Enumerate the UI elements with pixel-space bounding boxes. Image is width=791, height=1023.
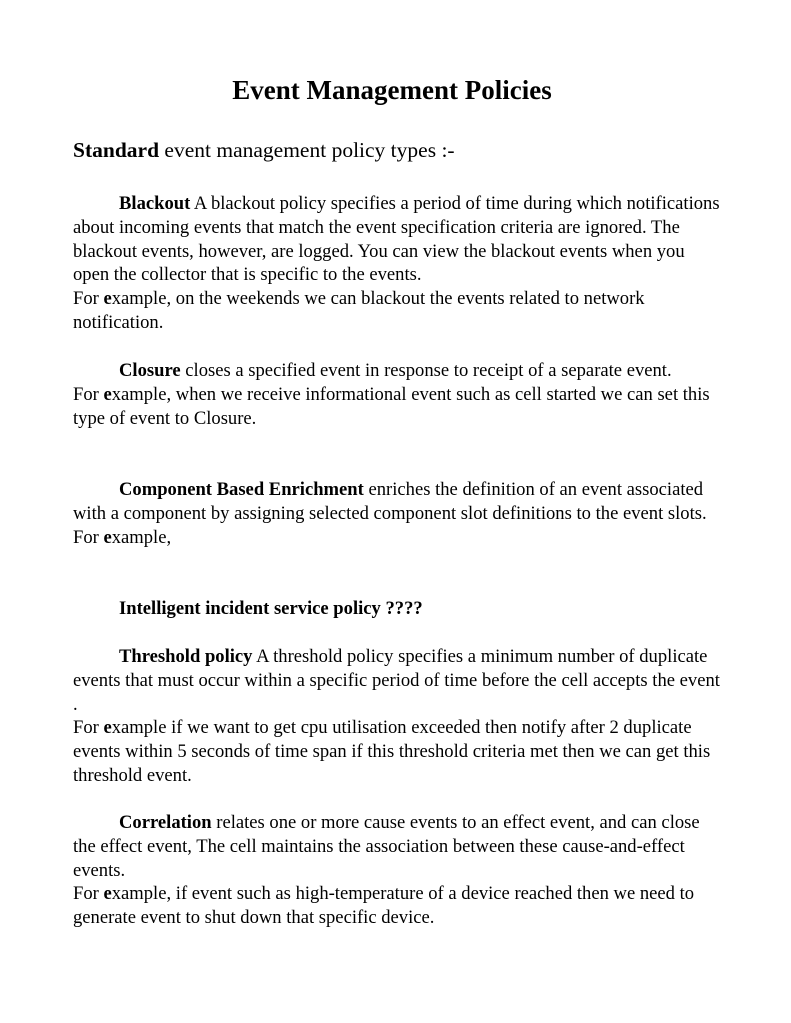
- policy-text: enriches the definition of an event associated with a component by assigning selected component slot definitions to the event slots.: [73, 479, 707, 524]
- policy-text: closes a specified event in response to receipt of a separate event.: [180, 360, 672, 381]
- example-letter: e: [103, 383, 112, 405]
- policy-example: [73, 383, 723, 431]
- policy-component-enrichment: [73, 478, 723, 549]
- policy-blackout: [73, 192, 723, 335]
- example-letter: e: [103, 883, 112, 905]
- example-text: xample, if event such as high-temperature of a device reached then we need to generate event to shut down that specific device.: [73, 883, 695, 929]
- policy-description: [73, 811, 723, 882]
- policy-closure: [73, 359, 723, 430]
- policy-text: A threshold policy specifies a minimum number of duplicate events that must occur within a specific period of time before the cell accepts the event .: [73, 646, 720, 715]
- example-text: xample if we want to get cpu utilisation exceeded then notify after 2 duplicate events within 5 seconds of time span if this threshold criteria met then we can get this threshold event.: [73, 717, 711, 786]
- example-prefix: For: [73, 526, 104, 548]
- policy-term: Correlation: [119, 812, 212, 833]
- policy-description: [73, 597, 723, 621]
- policy-term: Threshold policy: [119, 646, 253, 667]
- example-prefix: For: [73, 383, 104, 405]
- policy-intelligent-incident: [73, 597, 723, 621]
- example-text: xample, when we receive informational event such as cell started we can set this type of event to Closure.: [73, 383, 710, 429]
- policy-term: Closure: [119, 360, 181, 381]
- policy-example: [73, 716, 723, 787]
- heading-bold-word: Standard: [73, 138, 160, 162]
- policy-term: Component Based Enrichment: [119, 479, 364, 500]
- policy-description: [73, 359, 723, 383]
- policy-term: Blackout: [119, 193, 191, 214]
- policy-description: [73, 192, 723, 287]
- section-heading: [73, 136, 455, 164]
- policy-term: Intelligent incident service policy ????: [119, 598, 423, 619]
- policy-text: relates one or more cause events to an effect event, and can close the effect event, The cell maintains the association between these cause-and-effect events.: [73, 812, 700, 881]
- example-prefix: For: [73, 288, 104, 310]
- example-prefix: For: [73, 883, 104, 905]
- policy-example: [73, 526, 723, 550]
- example-letter: e: [103, 717, 112, 739]
- example-letter: e: [103, 526, 112, 548]
- policy-description: [73, 645, 723, 716]
- policy-description: [73, 478, 723, 526]
- page-title: Event Management Policies: [232, 75, 552, 105]
- policy-text: A blackout policy specifies a period of time during which notifications about incoming events that match the event specification criteria are ignored. The blackout events, however, are logged. You can view the blackout events when you open the collector that is specific to the events.: [73, 193, 720, 286]
- policy-correlation: [73, 811, 723, 930]
- example-letter: e: [103, 288, 112, 310]
- heading-rest: event management policy types :-: [159, 138, 455, 162]
- policy-example: [73, 882, 723, 930]
- policy-threshold: [73, 645, 723, 788]
- example-text: xample,: [111, 526, 172, 548]
- example-prefix: For: [73, 717, 104, 739]
- example-text: xample, on the weekends we can blackout the events related to network notification.: [73, 288, 645, 333]
- policy-example: [73, 287, 723, 335]
